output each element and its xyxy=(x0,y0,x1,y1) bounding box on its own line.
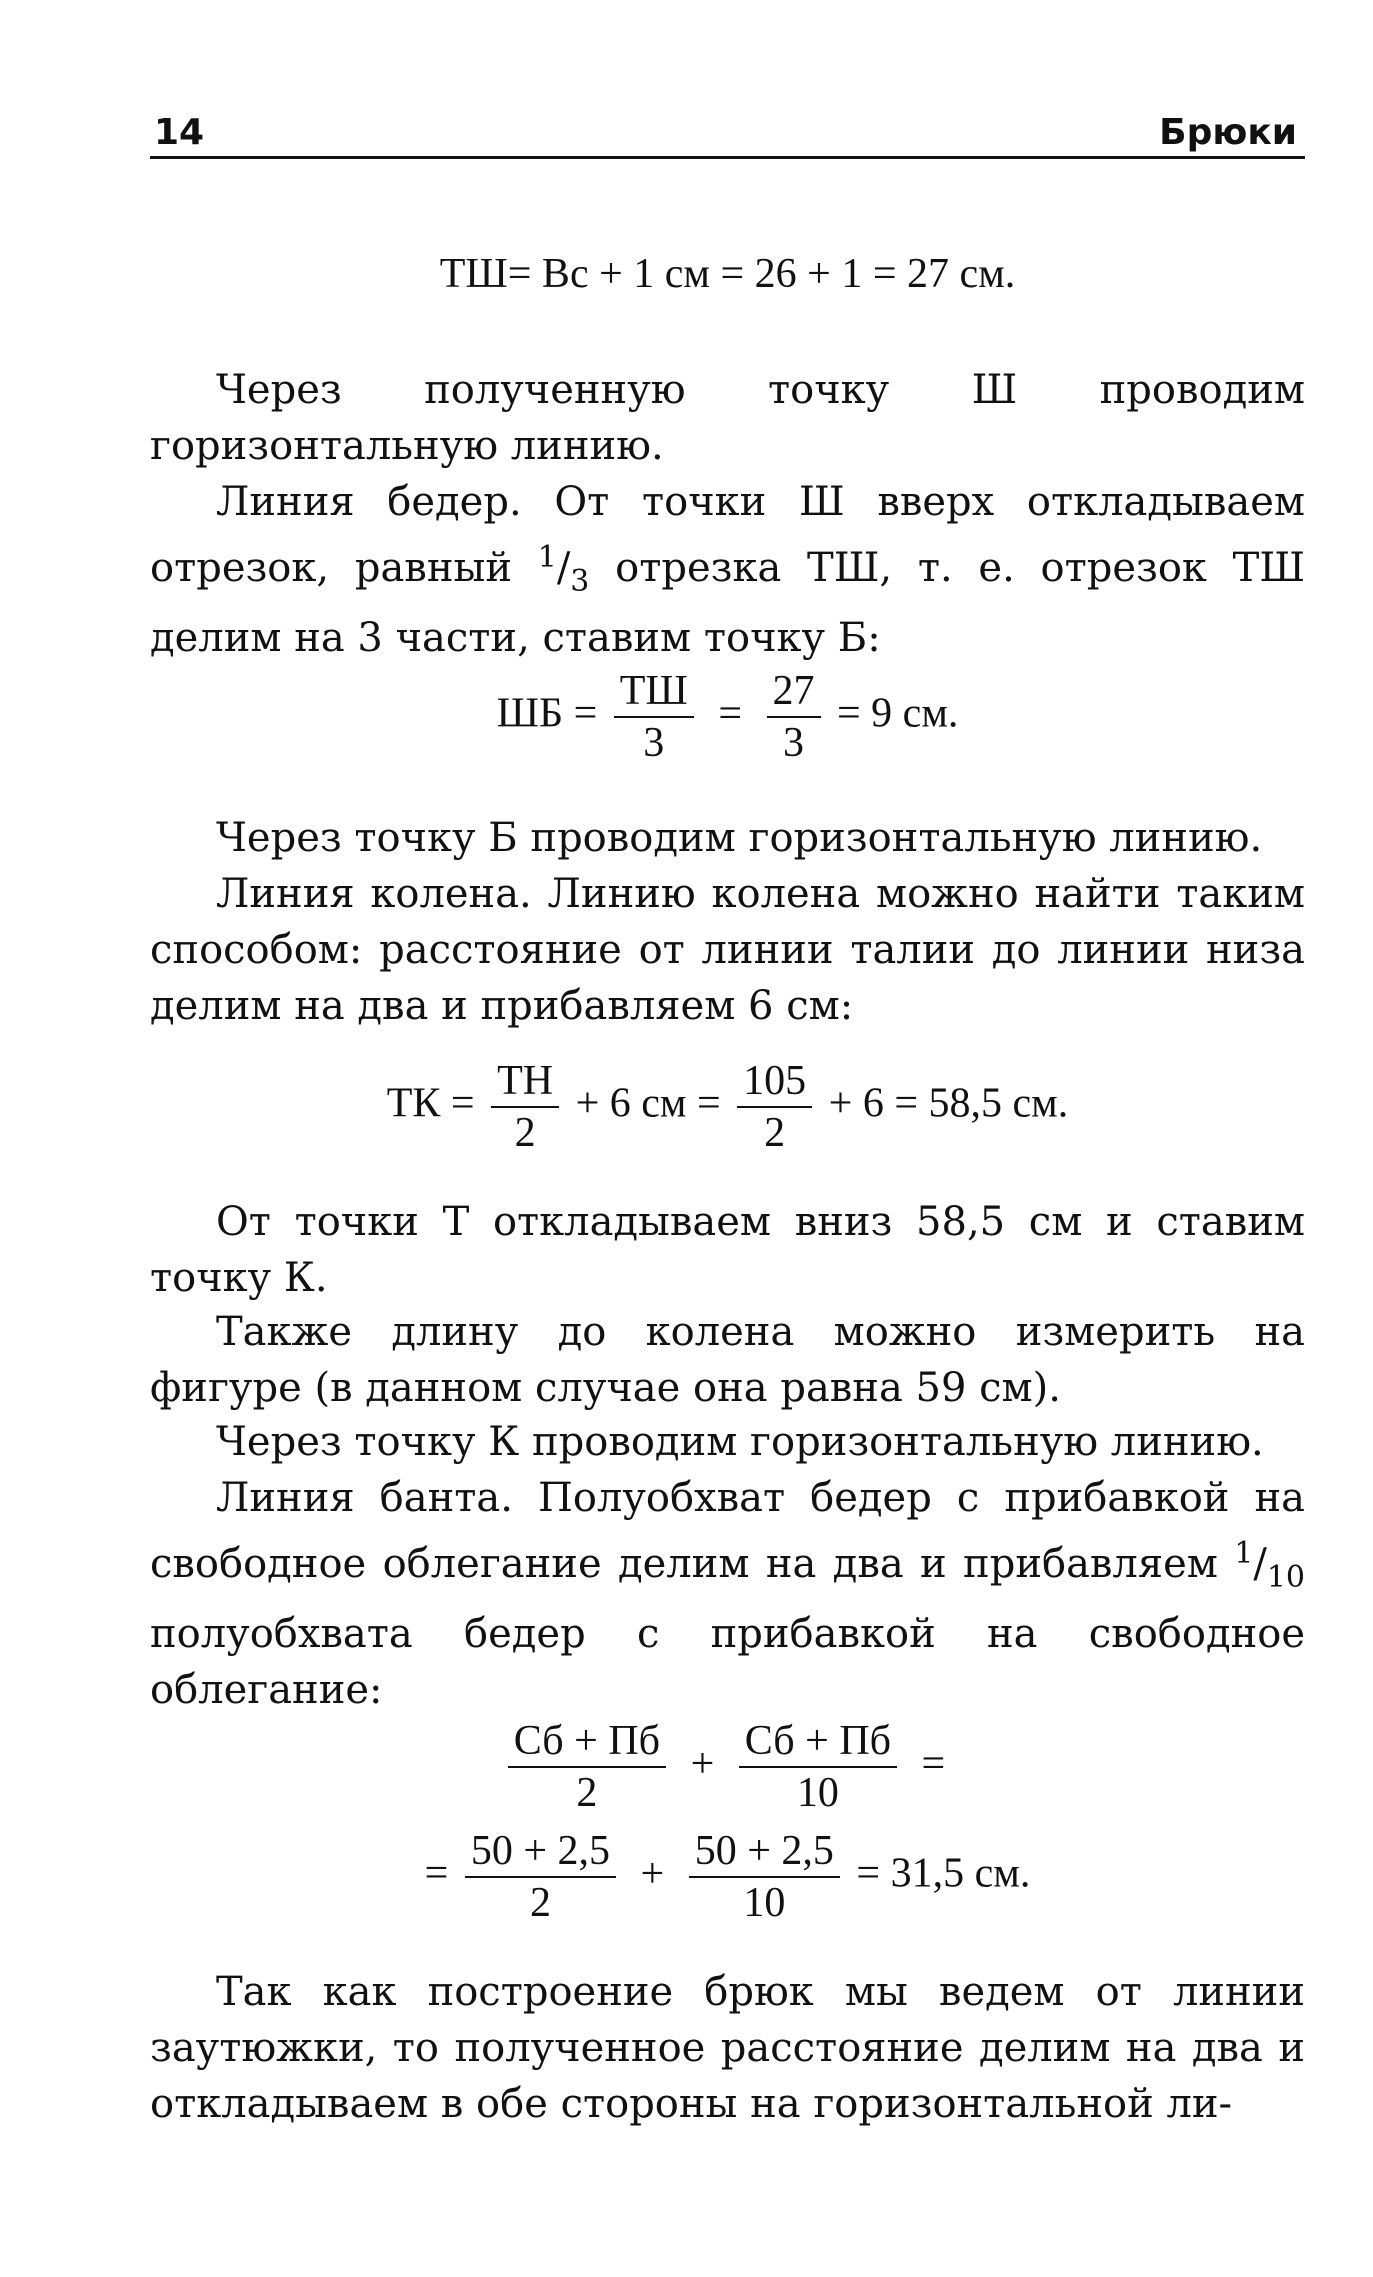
formula-tk: ТК = $\frac{ТН}{2}$ + 6 см = $\frac{105}{2}$ + 6 = 58,5 см. xyxy=(386,1058,1069,1156)
paragraph-bow-line: Линия банта. Полуобхват бедер с прибавкой на свободное облегание делим на два и прибавляем $^1/_{10}$ полуобхвата бедер с прибавкой на свободное облегание: xyxy=(150,1475,1305,1713)
formula-bow-values: = $\frac{50 + 2,5}{2}$ + $\frac{50 + 2,5}{10}$ = 31,5 см. xyxy=(424,1828,1031,1926)
paragraph-knee-line: Линия колена. Линию колена можно найти таким способом: расстояние от линии талии до линии низа делим на два и прибавляем 6 см: xyxy=(150,871,1305,1029)
formula-shb: ШБ = $\frac{ТШ}{3}$ = $\frac{27}{3}$ = 9 см. xyxy=(496,668,959,766)
formula-bow-general: $\frac{Сб + Пб}{2}$ + $\frac{Сб + Пб}{10}$ = xyxy=(150,1718,1305,1816)
paragraph-ironing-line: Так как построение брюк мы ведем от линии заутюжки, то полученное расстояние делим на два и откладываем в обе стороны на горизонтальной ли- xyxy=(150,1969,1305,2127)
fraction-numerator: 1 xyxy=(537,540,557,575)
paragraph-hip-line: Линия бедер. От точки Ш вверх откладываем отрезок, равный $^1/_3$ отрезка ТШ, т. е. отрезок ТШ делим на 3 части, ставим точку Б: xyxy=(150,479,1305,661)
section-title: Брюки xyxy=(1159,112,1297,153)
page-number: 14 xyxy=(154,112,205,153)
fraction-numerator: 1 xyxy=(1234,1536,1254,1571)
paragraph-horizontal-line-b: Через точку Б проводим горизонтальную линию. xyxy=(216,815,1263,861)
formula-tsh: ТШ= Вс + 1 см = 26 + 1 = 27 см. xyxy=(439,251,1016,297)
paragraph-horizontal-line-sh: Через полученную точку Ш проводим горизонтальную линию. xyxy=(150,367,1305,469)
paragraph-point-k: От точки Т откладываем вниз 58,5 см и ставим точку К. xyxy=(150,1199,1305,1301)
paragraph-horizontal-line-k: Через точку К проводим горизонтальную линию. xyxy=(216,1419,1264,1465)
fraction-denominator: 10 xyxy=(1266,1560,1305,1595)
running-header xyxy=(150,108,1305,159)
fraction-denominator: 3 xyxy=(570,564,590,599)
paragraph-measure-knee: Также длину до колена можно измерить на фигуре (в данном случае она равна 59 см). xyxy=(150,1309,1305,1411)
